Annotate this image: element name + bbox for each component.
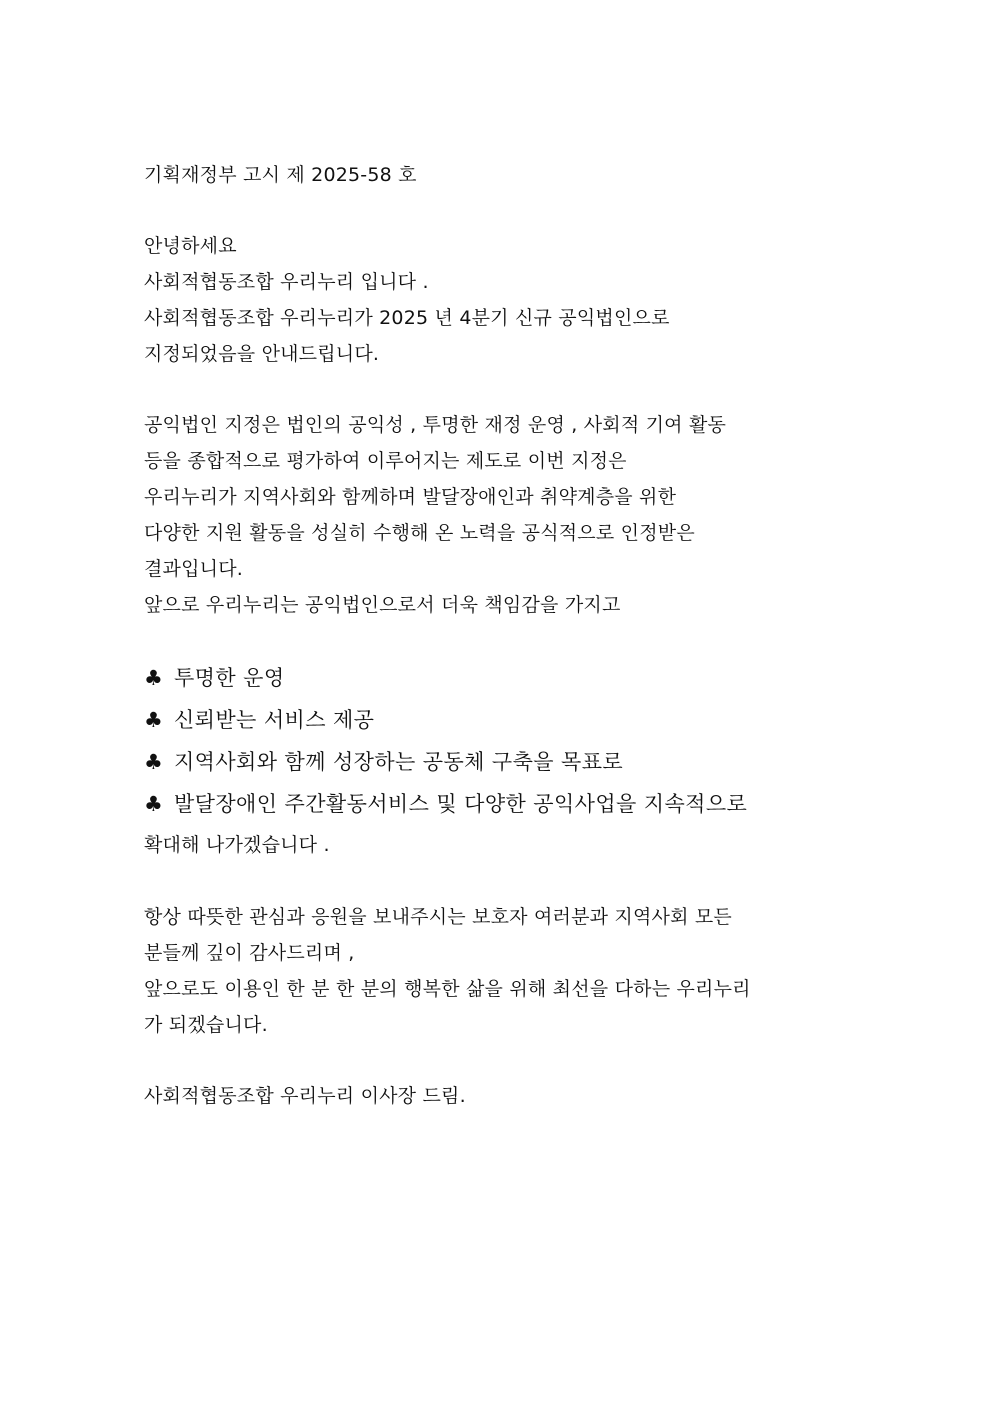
bullet-text: 발달장애인 주간활동서비스 및 다양한 공익사업을 지속적으로 (174, 792, 748, 816)
bullet-tail: 확대해 나가겠습니다 . (144, 834, 330, 856)
body-line: 결과입니다. (144, 558, 244, 580)
closing-line: 앞으로도 이용인 한 분 한 분의 행복한 삶을 위해 최선을 다하는 우리누리 (144, 978, 751, 1000)
body-line: 등을 종합적으로 평가하여 이루어지는 제도로 이번 지정은 (144, 450, 627, 472)
bullet-item (144, 748, 623, 776)
greeting: 안녕하세요 (144, 235, 237, 257)
notice-number: 기획재정부 고시 제 2025-58 호 (144, 164, 417, 186)
body-line: 앞으로 우리누리는 공익법인으로서 더욱 책임감을 가지고 (144, 594, 621, 616)
intro-line: 지정되었음을 안내드립니다. (144, 343, 380, 365)
bullet-item (144, 706, 374, 734)
body-line: 우리누리가 지역사회와 함께하며 발달장애인과 취약계층을 위한 (144, 486, 677, 508)
intro-line: 사회적협동조합 우리누리가 2025 년 4분기 신규 공익법인으로 (144, 307, 670, 329)
signature: 사회적협동조합 우리누리 이사장 드림. (144, 1085, 466, 1107)
club-icon: ♣ (144, 750, 164, 774)
club-icon: ♣ (144, 792, 164, 816)
intro-line: 사회적협동조합 우리누리 입니다 . (144, 271, 429, 293)
body-line: 다양한 지원 활동을 성실히 수행해 온 노력을 공식적으로 인정받은 (144, 522, 695, 544)
bullet-item (144, 790, 747, 818)
bullet-text: 투명한 운영 (174, 666, 285, 690)
bullet-text: 지역사회와 함께 성장하는 공동체 구축을 목표로 (174, 750, 624, 774)
bullet-item (144, 664, 285, 692)
body-line: 공익법인 지정은 법인의 공익성 , 투명한 재정 운영 , 사회적 기여 활동 (144, 414, 727, 436)
club-icon: ♣ (144, 708, 164, 732)
club-icon: ♣ (144, 666, 164, 690)
bullet-text: 신뢰받는 서비스 제공 (174, 708, 375, 732)
closing-line: 항상 따뜻한 관심과 응원을 보내주시는 보호자 여러분과 지역사회 모든 (144, 906, 732, 928)
closing-line: 분들께 깊이 감사드리며 , (144, 942, 355, 964)
closing-line: 가 되겠습니다. (144, 1014, 268, 1036)
